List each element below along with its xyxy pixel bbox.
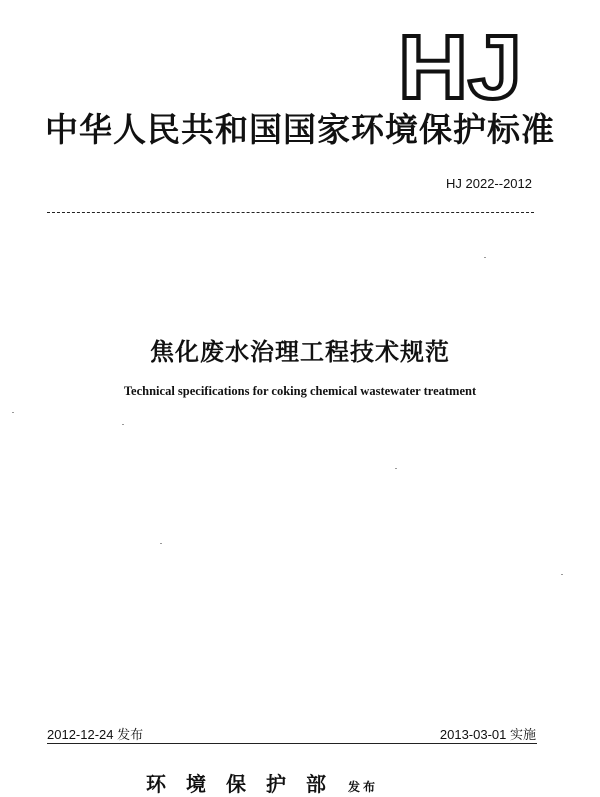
scan-speck	[561, 574, 563, 575]
scan-speck	[122, 424, 124, 425]
standard-number: HJ 2022--2012	[446, 176, 532, 191]
issuing-body-title: 中华人民共和国国家环境保护标准	[45, 110, 555, 149]
scan-speck	[160, 543, 162, 544]
header-divider	[47, 212, 534, 213]
footer-divider	[47, 743, 537, 744]
issue-date: 2012-12-24 发布	[47, 727, 144, 742]
hj-logo	[396, 24, 526, 104]
publisher-name: 环境保护部	[146, 772, 346, 796]
document-title-english: Technical specifications for coking chemical wastewater treatment	[123, 384, 477, 398]
document-title: 焦化废水治理工程技术规范	[150, 338, 450, 366]
scan-speck	[484, 257, 486, 258]
publisher	[146, 768, 378, 797]
scan-speck	[12, 412, 14, 413]
publisher-suffix: 发布	[348, 780, 379, 794]
hj-logo-text: HJ	[398, 24, 522, 104]
effective-date: 2013-03-01 实施	[439, 727, 536, 742]
scan-speck	[395, 468, 397, 469]
